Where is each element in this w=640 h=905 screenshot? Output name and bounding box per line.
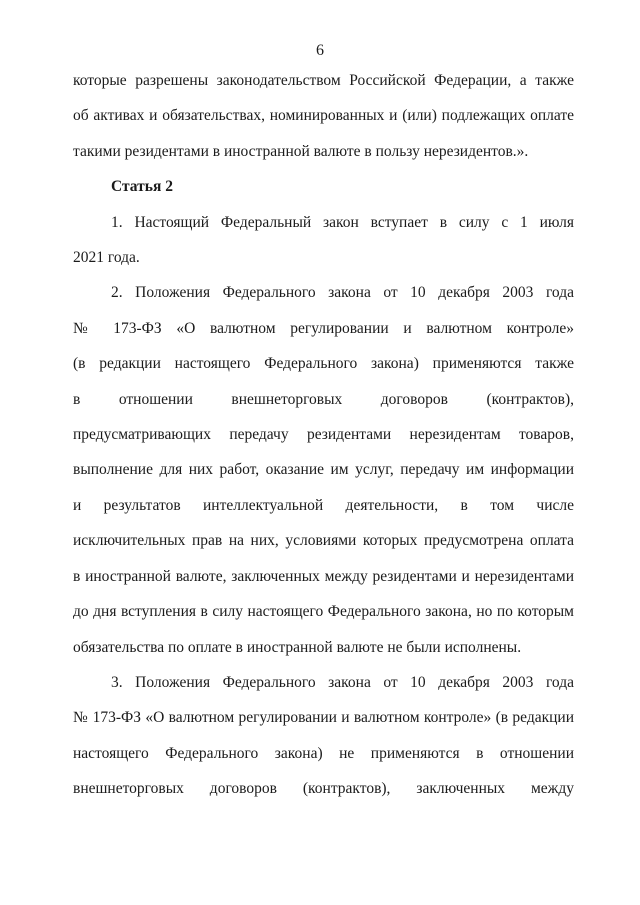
document-body bbox=[73, 63, 574, 807]
text-line: (в редакции настоящего Федерального закона) применяются также bbox=[73, 355, 574, 373]
text-line: № 173-ФЗ «О валютном регулировании и валютном контроле» (в редакции bbox=[73, 709, 574, 727]
text-line: внешнеторговых договоров (контрактов), заключенных между bbox=[73, 780, 574, 798]
paragraph-item-3 bbox=[73, 665, 574, 807]
text-line: до дня вступления в силу настоящего Федерального закона, но по которым bbox=[73, 603, 574, 621]
article-2-heading bbox=[73, 169, 574, 204]
text-line: такими резидентами в иностранной валюте в пользу нерезидентов.». bbox=[73, 142, 529, 160]
text-line: настоящего Федерального закона) не применяются в отношении bbox=[73, 744, 574, 762]
text-line: выполнение для них работ, оказание им услуг, передачу им информации bbox=[73, 461, 574, 479]
paragraph-item-2 bbox=[73, 275, 574, 664]
text-line: 3. Положения Федерального закона от 10 декабря 2003 года bbox=[111, 673, 574, 691]
text-line: предусматривающих передачу резидентами нерезидентам товаров, bbox=[73, 426, 574, 444]
text-line: 2021 года. bbox=[73, 249, 140, 267]
text-line: обязательства по оплате в иностранной валюте не были исполнены. bbox=[73, 638, 522, 656]
text-line: об активах и обязательствах, номинированных и (или) подлежащих оплате bbox=[73, 107, 574, 125]
paragraph-continuation bbox=[73, 63, 574, 169]
text-line: 2. Положения Федерального закона от 10 декабря 2003 года bbox=[111, 284, 574, 302]
text-line: Статья 2 bbox=[111, 178, 173, 196]
text-line: № 173-ФЗ «О валютном регулировании и валютном контроле» bbox=[73, 319, 574, 337]
text-line: 1. Настоящий Федеральный закон вступает в силу с 1 июля bbox=[111, 213, 574, 231]
paragraph-item-1 bbox=[73, 205, 574, 276]
text-line: и результатов интеллектуальной деятельности, в том числе bbox=[73, 496, 574, 514]
text-line: в иностранной валюте, заключенных между резидентами и нерезидентами bbox=[73, 567, 574, 585]
text-line: исключительных прав на них, условиями которых предусмотрена оплата bbox=[73, 532, 574, 550]
text-line: которые разрешены законодательством Российской Федерации, а также bbox=[73, 72, 574, 89]
text-line: в отношении внешнеторговых договоров (контрактов), bbox=[73, 390, 574, 408]
page-number: 6 bbox=[316, 42, 324, 59]
